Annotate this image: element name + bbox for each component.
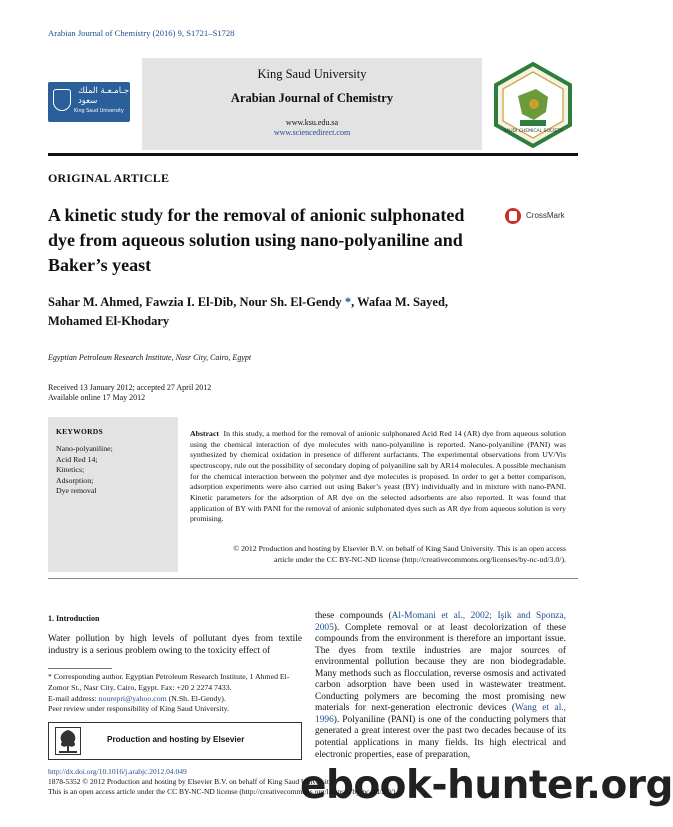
ksu-website[interactable]: www.ksu.edu.sa — [285, 118, 339, 127]
elsevier-box — [48, 722, 302, 760]
doi-link[interactable]: http://dx.doi.org/10.1016/j.arabjc.2012.04.049 — [48, 767, 187, 776]
copyright-line1: © 2012 Production and hosting by Elsevier B.V. on behalf of King Saud University. This is an open access — [233, 544, 566, 553]
keyword: Kinetics; — [56, 465, 85, 475]
issn-line: 1878-5352 © 2012 Production and hosting by Elsevier B.V. on behalf of King Saud University. — [48, 777, 335, 786]
ksu-emblem-icon — [53, 89, 71, 111]
section-heading: 1. Introduction — [48, 614, 100, 623]
copyright-line2: article under the CC BY-NC-ND license (http://creativecommons.org/licenses/by-nc-nd/3.0/). — [274, 554, 566, 564]
watermark: ebook-hunter.org — [300, 763, 673, 808]
abstract-copyright — [190, 544, 566, 565]
corresponding-footnote: * Corresponding author. Egyptian Petroleum Research Institute, 1 Ahmed El-Zomor St., Nasr City, Cairo, Egypt. Fax: +20 2 2274 7433. — [48, 672, 290, 692]
email-footnote — [48, 694, 302, 705]
keyword: Adsorption; — [56, 475, 94, 485]
footnote-rule — [48, 668, 112, 669]
received-date: Received 13 January 2012; accepted 27 April 2012 — [48, 383, 212, 392]
right-text-1: these compounds ( — [315, 611, 392, 621]
crossmark-label: CrossMark — [526, 211, 565, 220]
peer-review-note: Peer review under responsibility of King Saud University. — [48, 704, 229, 714]
abstract-heading: Abstract — [190, 429, 220, 438]
university-name: King Saud University — [257, 67, 367, 81]
article-dates — [48, 383, 211, 403]
journal-name: Arabian Journal of Chemistry — [230, 91, 394, 105]
affiliation: Egyptian Petroleum Research Institute, Nasr City, Cairo, Egypt — [48, 353, 252, 362]
intro-paragraph-left: Water pollution by high levels of pollutant dyes from textile industry is a serious problem owing to the toxicity effect of — [48, 634, 302, 656]
article-title: A kinetic study for the removal of anionic sulphonated dye from aqueous solution using nano-polyaniline and Baker’s yeast — [48, 205, 465, 275]
authors-line2: Mohamed El-Khodary — [48, 314, 170, 328]
email-link[interactable]: nourepri@yahoo.com — [98, 693, 167, 703]
author-list — [48, 293, 568, 331]
keyword: Acid Red 14; — [56, 454, 98, 464]
right-text-3: ). Polyaniline (PANI) is one of the conducting polymers that generated a great interest over the past two decades because of its potential applications in many fields. Its high electrical and electronic properties, ease of preparation, — [315, 714, 566, 760]
footnotes — [48, 672, 302, 715]
ksu-logo-arabic: جـامـعـة الملك سعود — [78, 86, 130, 106]
intro-paragraph-right — [315, 611, 566, 761]
crossmark-button[interactable] — [505, 208, 581, 224]
header-rule — [48, 153, 578, 156]
email-label: E-mail address: — [48, 693, 99, 703]
journal-masthead — [48, 58, 578, 150]
authors-line1: Sahar M. Ahmed, Fawzia I. El-Dib, Nour Sh. El-Gendy — [48, 295, 342, 309]
keyword: Dye removal — [56, 486, 97, 496]
article-type: ORIGINAL ARTICLE — [48, 171, 170, 185]
ksu-logo-english: King Saud University — [74, 109, 124, 114]
journal-citation[interactable]: Arabian Journal of Chemistry (2016) 9, S1721–S1728 — [48, 28, 235, 38]
crossmark-icon — [505, 208, 521, 224]
authors-line1-end: , Wafaa M. Sayed, — [351, 295, 449, 309]
open-access-line: This is an open access article under the CC BY-NC-ND license (http://creativecommons.org/licenses/by-nc-nd/3.0/). — [48, 787, 398, 796]
citation-link[interactable]: Al-Momani et al., 2002; Işik and Sponza, 2005 — [315, 611, 566, 633]
corresponding-author-mark[interactable]: * — [344, 295, 352, 309]
elsevier-box-text: Production and hosting by Elsevier — [107, 735, 245, 744]
keywords-box — [48, 417, 178, 572]
sciencedirect-link[interactable]: www.sciencedirect.com — [273, 128, 351, 137]
abstract-rule — [48, 578, 578, 579]
saudi-chemical-society-logo — [490, 62, 576, 148]
elsevier-tree-icon — [55, 727, 81, 755]
right-text-2: ). Complete removal or at least decolorization of these compounds from the environment is therefore an important issue. The dyes from textile industries are major sources of environmental pollution because they are non biodegradable. Many methods such as flocculation, reverse osmosis and activated carbon adsorption have been used in wastewater treatment. Conducting polymers are becoming the most promising new materials for next-generation electronic devices ( — [315, 622, 566, 714]
keyword: Nano-polyaniline; — [56, 444, 113, 453]
citation-link[interactable]: Wang et al., 1996 — [315, 703, 566, 725]
available-date: Available online 17 May 2012 — [48, 393, 146, 402]
society-logo-text: SAUDI CHEMICAL SOCIETY — [503, 129, 563, 134]
abstract-text: In this study, a method for the removal of anionic sulphonated Acid Red 14 (AR) dye from aqueous solution using the chemical interaction of dye molecules with nano-polyaniline is reported. Nano-polyaniline (PANI) was synthesized by chemical oxidation in presence of different surfactants. The experimental observations from UV/Vis spectroscopy, rule out the possibility of secondary doping of polyaniline salt by AR14 molecules. A possible mechanism for the chemical interaction between the polymer and dye molecules is proposed. In order to get a better comparison, adsorption experiments were also carried out using Baker’s yeast (BY) individually and in mixture with nano-PANI. Kinetic parameters for the adsorption of AR dye on the selected adsorbents are also reported. It was found that application of BY with PANI for the removal of anionic sulphonated dyes such as AR dye from aqueous solution is very promising. — [190, 429, 567, 524]
keywords-title: KEYWORDS — [56, 427, 103, 436]
email-suffix: (N.Sh. El-Gendy). — [166, 693, 226, 703]
ksu-logo — [48, 82, 130, 122]
abstract — [190, 429, 566, 525]
